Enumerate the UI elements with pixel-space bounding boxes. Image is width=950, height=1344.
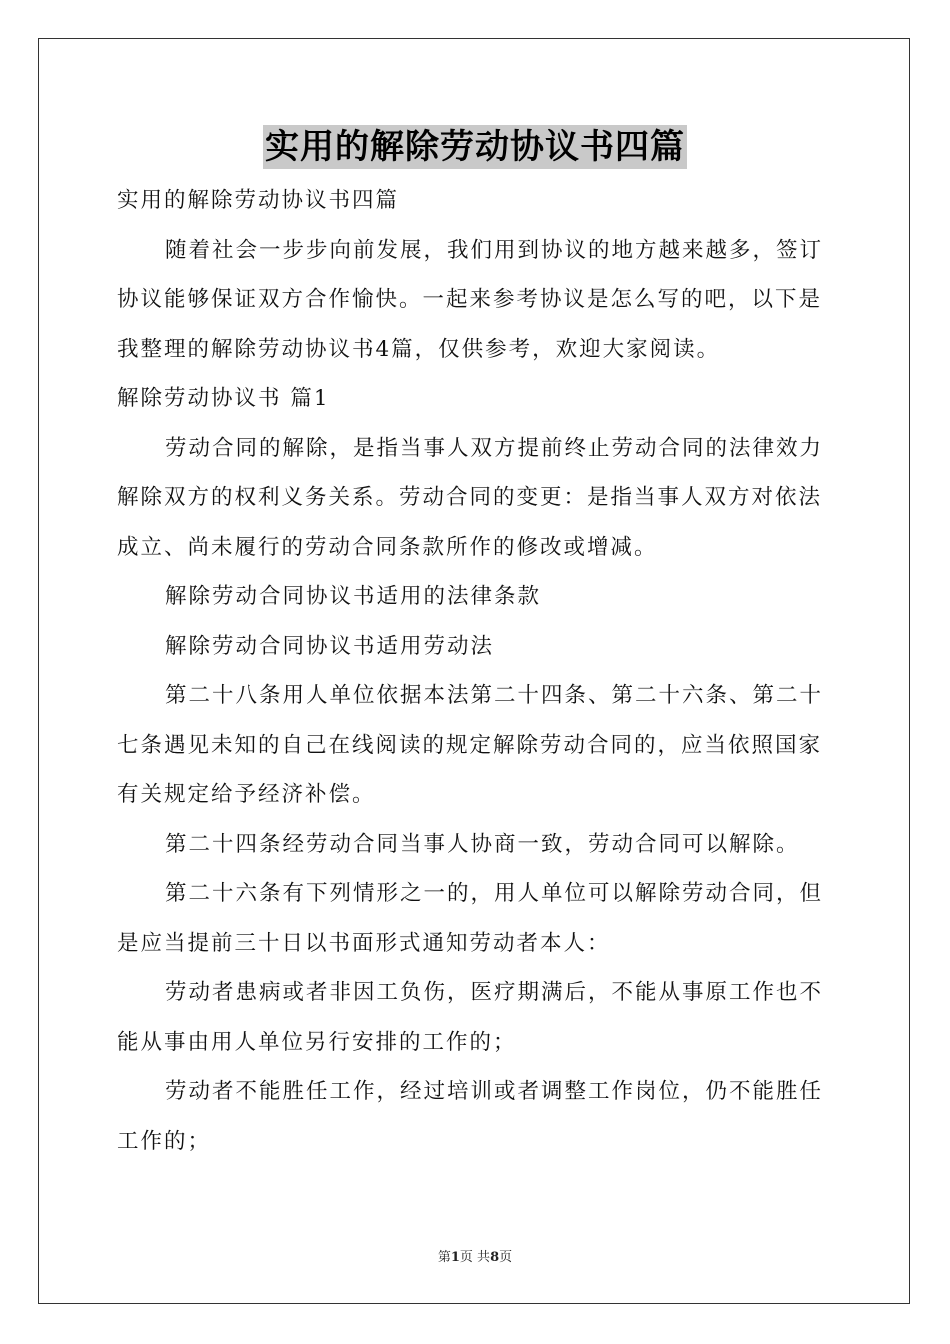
paragraph xyxy=(117,374,833,424)
document-title: 实用的解除劳动协议书四篇 xyxy=(265,127,685,167)
footer-total-pages: 8 xyxy=(490,1250,500,1265)
paragraph-line: 劳动者不能胜任工作，经过培训或者调整工作岗位，仍不能胜任 xyxy=(165,1079,824,1104)
footer-middle: 页 共 xyxy=(459,1250,491,1265)
paragraph xyxy=(117,869,833,968)
paragraph xyxy=(117,820,833,870)
paragraph xyxy=(117,968,833,1067)
paragraph-line: 劳动者患病或者非因工负伤，医疗期满后，不能从事原工作也不 xyxy=(165,980,824,1005)
paragraph-line: 实用的解除劳动协议书四篇 xyxy=(117,188,400,213)
paragraph xyxy=(117,572,833,622)
paragraph xyxy=(117,424,833,573)
paragraph-line: 解除劳动合同协议书适用劳动法 xyxy=(165,633,495,659)
paragraph xyxy=(117,622,833,672)
paragraph-line: 解除双方的权利义务关系。劳动合同的变更：是指当事人双方对依法 xyxy=(117,485,823,510)
paragraph-line: 第二十八条用人单位依据本法第二十四条、第二十六条、第二十 xyxy=(165,683,824,708)
paragraph-line: 劳动合同的解除，是指当事人双方提前终止劳动合同的法律效力 xyxy=(165,435,824,461)
paragraph-line: 工作的； xyxy=(117,1128,212,1154)
paragraph xyxy=(117,176,833,226)
paragraph-line: 我整理的解除劳动协议书4篇，仅供参考，欢迎大家阅读。 xyxy=(117,336,721,362)
page-footer xyxy=(0,1246,950,1265)
paragraph-line: 解除劳动合同协议书适用的法律条款 xyxy=(165,584,542,609)
paragraph-line: 协议能够保证双方合作愉快。一起来参考协议是怎么写的吧，以下是 xyxy=(117,287,823,312)
paragraph-line: 七条遇见未知的自己在线阅读的规定解除劳动合同的，应当依照国家 xyxy=(117,732,823,758)
paragraph-line: 成立、尚未履行的劳动合同条款所作的修改或增减。 xyxy=(117,534,658,560)
paragraph xyxy=(117,226,833,375)
footer-suffix: 页 xyxy=(499,1250,513,1265)
paragraph xyxy=(117,1067,833,1166)
paragraph-line: 解除劳动协议书 篇1 xyxy=(117,386,330,411)
paragraph-line: 第二十六条有下列情形之一的，用人单位可以解除劳动合同，但 xyxy=(165,881,824,906)
document-body xyxy=(117,176,833,1166)
paragraph-line: 有关规定给予经济补偿。 xyxy=(117,782,376,807)
footer-page-number: 1 xyxy=(450,1250,460,1265)
footer-prefix: 第 xyxy=(437,1250,451,1265)
paragraph-line: 是应当提前三十日以书面形式通知劳动者本人： xyxy=(117,930,611,956)
title-container xyxy=(0,125,950,169)
paragraph xyxy=(117,671,833,820)
paragraph-line: 第二十四条经劳动合同当事人协商一致，劳动合同可以解除。 xyxy=(165,831,800,857)
paragraph-line: 能从事由用人单位另行安排的工作的； xyxy=(117,1029,517,1055)
paragraph-line: 随着社会一步步向前发展，我们用到协议的地方越来越多，签订 xyxy=(165,237,824,263)
